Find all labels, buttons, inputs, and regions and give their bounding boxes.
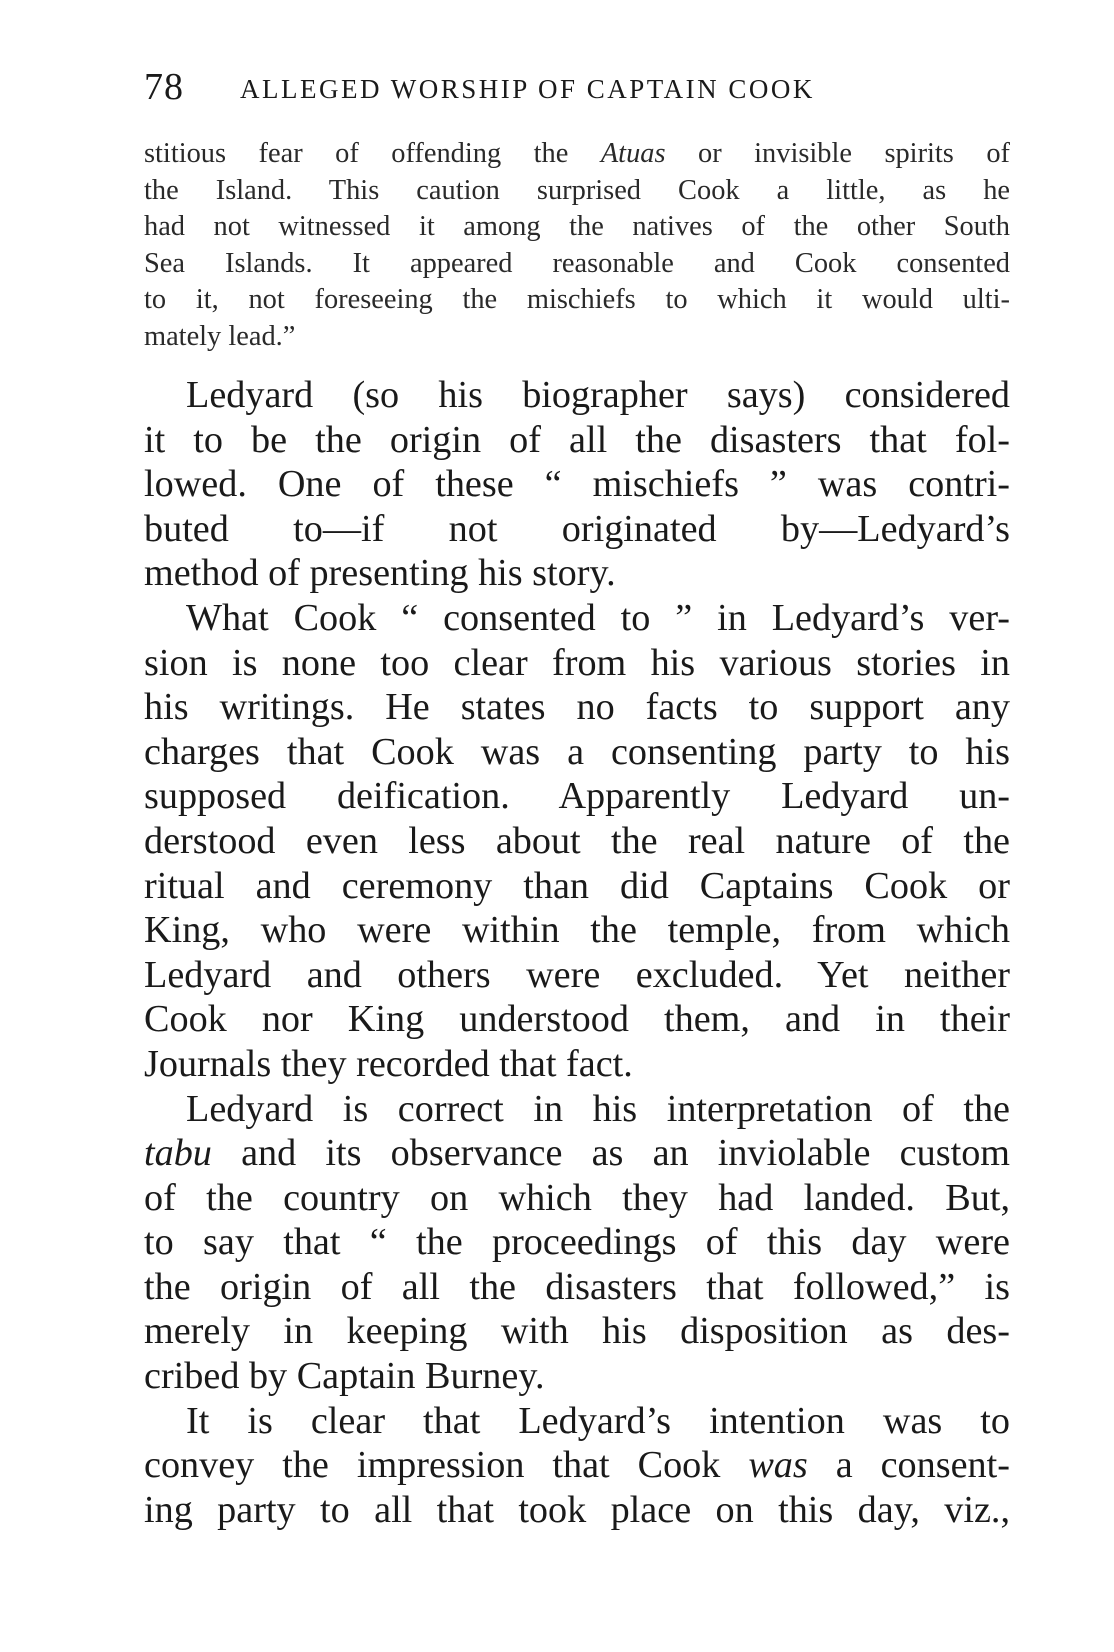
paragraph-line: supposed deification. Apparently Ledyard un- [144,775,1010,818]
paragraph-line: ritual and ceremony than did Captains Cook or [144,864,1010,907]
quoted-passage [144,136,1010,355]
paragraph [144,1399,1010,1533]
paragraph-line: lowed. One of these “ mischiefs ” was contri- [144,463,1010,506]
paragraph-line: the origin of all the disasters that followed,” is [144,1265,1010,1308]
paragraph-line: convey the impression that Cook was a consent- [144,1444,1010,1487]
paragraph-line: to say that “ the proceedings of this day were [144,1221,1010,1264]
quote-line: Sea Islands. It appeared reasonable and Cook consented [144,247,1010,279]
paragraph-line: ing party to all that took place on this day, viz., [144,1488,1010,1531]
italic-text: Atuas [600,138,666,169]
paragraph-line: Ledyard (so his biographer says) considered [186,374,1010,416]
paragraph-line: charges that Cook was a consenting party to his [144,730,1010,773]
body-text [144,373,1010,1532]
paragraph-line: his writings. He states no facts to support any [144,686,1010,729]
quote-line: the Island. This caution surprised Cook a little, as he [144,174,1010,206]
paragraph [144,373,1010,596]
paragraph-line: Journals they recorded that fact. [144,1042,633,1085]
paragraph-line: method of presenting his story. [144,552,616,595]
paragraph-line: merely in keeping with his disposition as des- [144,1310,1010,1353]
quote-line: stitious fear of offending the Atuas or invisible spirits of [144,138,1010,169]
quote-line: to it, not foreseeing the mischiefs to which it would ulti- [144,284,1010,315]
paragraph-line: sion is none too clear from his various stories in [144,641,1010,684]
italic-text: tabu [144,1132,212,1175]
quote-line: had not witnessed it among the natives of the other South [144,211,1010,242]
page-header [144,62,1014,112]
paragraph-line: King, who were within the temple, from which [144,909,1010,952]
paragraph-line: cribed by Captain Burney. [144,1355,545,1398]
paragraph-line: Cook nor King understood them, and in their [144,998,1010,1041]
italic-text: was [748,1444,808,1487]
paragraph-line: derstood even less about the real nature of the [144,819,1010,862]
paragraph [144,596,1010,1087]
paragraph-line: it to be the origin of all the disasters that fol- [144,418,1010,461]
paragraph-line: tabu and its observance as an inviolable custom [144,1132,1010,1175]
paragraph [144,1087,1010,1399]
paragraph-line: It is clear that Ledyard’s intention was to [186,1399,1010,1442]
paragraph-line: Ledyard and others were excluded. Yet neither [144,953,1010,996]
quote-line: mately lead.” [144,320,296,352]
running-head: ALLEGED WORSHIP OF CAPTAIN COOK [240,74,815,104]
paragraph-line: buted to—if not originated by—Ledyard’s [144,507,1010,550]
paragraph-line: Ledyard is correct in his interpretation of the [186,1087,1010,1130]
paragraph-line: What Cook “ consented to ” in Ledyard’s ver- [186,596,1010,639]
paragraph-line: of the country on which they had landed. But, [144,1176,1010,1219]
page-number: 78 [144,66,184,108]
